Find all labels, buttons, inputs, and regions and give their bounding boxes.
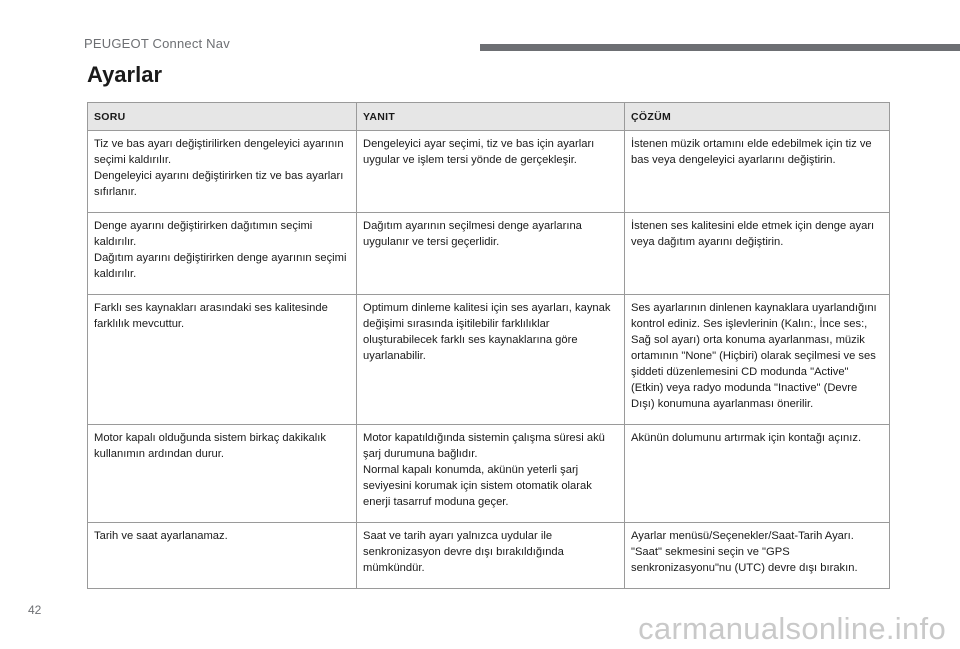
header-brand-title: PEUGEOT Connect Nav [84,36,230,51]
solution-cell [625,523,890,589]
question-cell [88,131,357,213]
table-row [88,131,890,213]
page-title: Ayarlar [87,62,163,87]
solution-text: Akünün dolumunu artırmak için kontağı açınız. [631,432,862,444]
table-row [88,213,890,295]
solution-cell [625,425,890,523]
answer-cell [357,131,625,213]
column-header-solution: ÇÖZÜM [625,103,890,131]
answer-text: Motor kapatıldığında sistemin çalışma süresi akü şarj durumuna bağlıdır. Normal kapalı konumda, akünün yeterli şarj seviyesini korumak için sistem otomatik olarak enerji tasarruf moduna geçer. [363,432,605,508]
answer-text: Dağıtım ayarının seçilmesi denge ayarlarına uygulanır ve tersi geçerlidir. [363,220,582,248]
solution-cell [625,131,890,213]
answer-cell [357,425,625,523]
solution-text: Ses ayarlarının dinlenen kaynaklara uyarlandığını kontrol ediniz. Ses işlevlerinin (Kalın:, İnce ses:, Sağ sol ayarı) orta konuma ayarlanması, müzik ortamının "None" (Hiçbiri) olarak seçilmesi ve ses şiddeti düzenlemesini CD modunda "Active" (Etkin) veya radyo modunda "Inactive" (Devre Dışı) konumuna ayarlanması önerilir. [631,302,877,410]
column-header-question: SORU [88,103,357,131]
question-text: Tarih ve saat ayarlanamaz. [94,530,228,542]
solution-text: İstenen müzik ortamını elde edebilmek için tiz ve bas veya dengeleyici ayarlarını değiştirin. [631,138,872,166]
solution-text: İstenen ses kalitesini elde etmek için denge ayarı veya dağıtım ayarını değiştirin. [631,220,875,248]
faq-table [87,102,890,589]
answer-text: Optimum dinleme kalitesi için ses ayarları, kaynak değişimi sırasında işitilebilir farklılıklar oluşturabilecek farklı ses kaynaklarına göre uyarlanabilir. [363,302,611,362]
question-cell [88,295,357,425]
answer-cell [357,523,625,589]
answer-cell [357,295,625,425]
question-text: Farklı ses kaynakları arasındaki ses kalitesinde farklılık mevcuttur. [94,302,328,330]
table-header-row [88,103,890,131]
solution-text: Ayarlar menüsü/Seçenekler/Saat-Tarih Ayarı. "Saat" sekmesini seçin ve "GPS senkronizasyonu"nu (UTC) devre dışı bırakın. [631,530,858,574]
header-bar [480,44,960,51]
question-text: Denge ayarını değiştirirken dağıtımın seçimi kaldırılır. Dağıtım ayarını değiştirirken denge ayarının seçimi kaldırılır. [94,220,347,280]
answer-text: Dengeleyici ayar seçimi, tiz ve bas için ayarları uygular ve işlem tersi yönde de gerçekleşir. [363,138,595,166]
table-row [88,425,890,523]
question-cell [88,523,357,589]
question-cell [88,213,357,295]
answer-cell [357,213,625,295]
solution-cell [625,213,890,295]
table-row [88,295,890,425]
page-number: 42 [28,603,42,617]
question-text: Motor kapalı olduğunda sistem birkaç dakikalık kullanımın ardından durur. [94,432,326,460]
solution-cell [625,295,890,425]
table-row [88,523,890,589]
column-header-answer: YANIT [357,103,625,131]
watermark-link[interactable]: carmanualsonline.info [638,611,946,646]
question-text: Tiz ve bas ayarı değiştirilirken dengeleyici ayarının seçimi kaldırılır. Dengeleyici ayarını değiştirirken tiz ve bas ayarları sıfırlanır. [94,138,344,198]
question-cell [88,425,357,523]
answer-text: Saat ve tarih ayarı yalnızca uydular ile senkronizasyon devre dışı bırakıldığında mümkündür. [363,530,564,574]
